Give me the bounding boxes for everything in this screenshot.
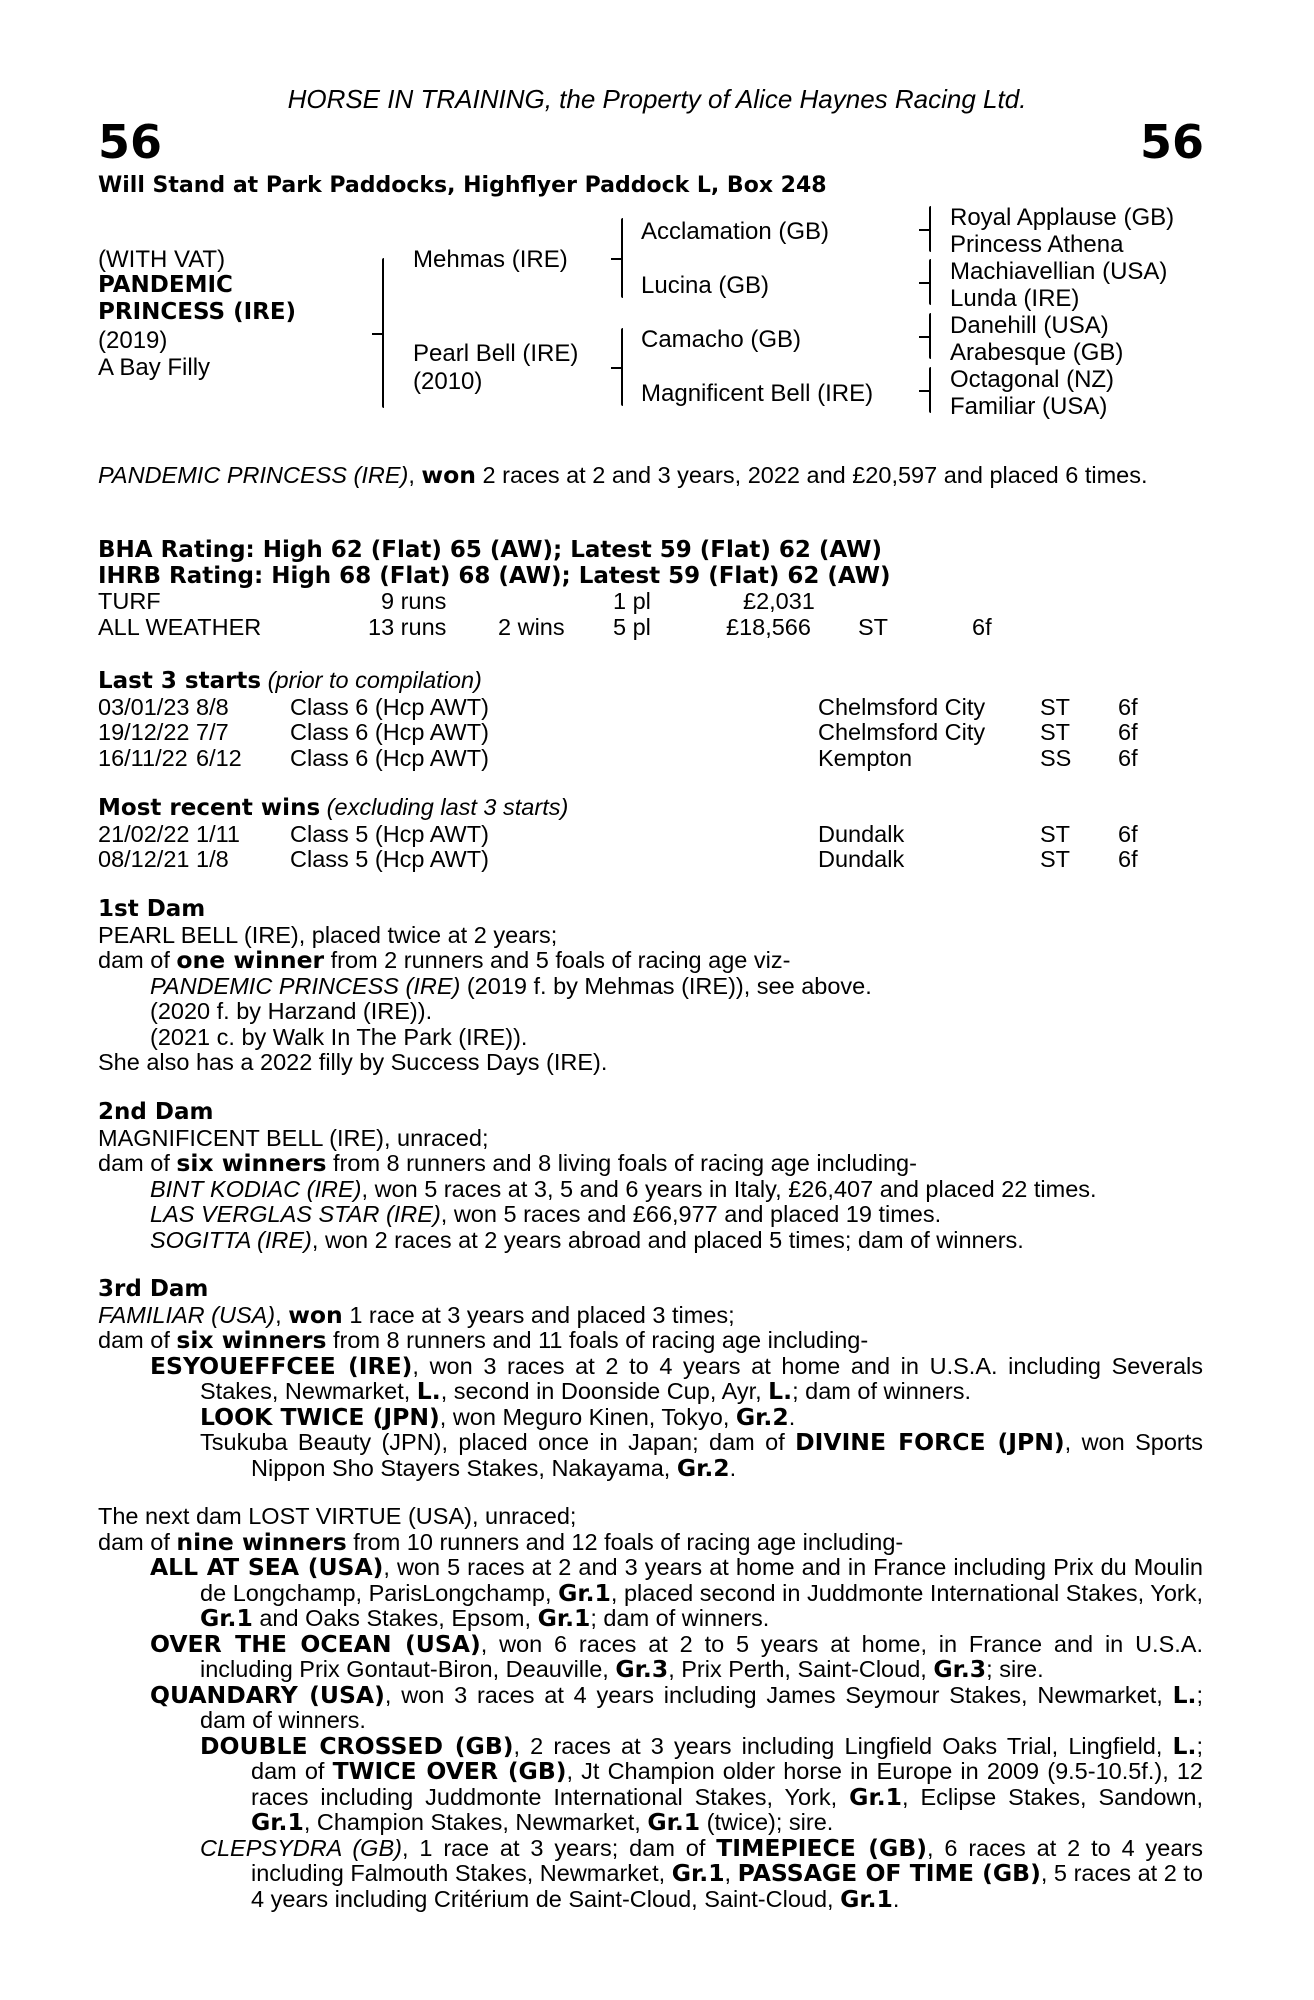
gen4-ancestor: Lunda (IRE) [950, 285, 1080, 312]
first-dam-heading: 1st Dam [98, 896, 206, 922]
grade: Gr.3 [933, 1655, 987, 1683]
grandsire-dam: Camacho (GB) [641, 326, 802, 353]
text-span: , won 5 races and £66,977 and placed 19 times. [440, 1201, 942, 1227]
progeny-name: PANDEMIC PRINCESS (IRE) [150, 972, 461, 999]
text-span: (twice); sire. [700, 1809, 834, 1835]
progeny-line: (2021 c. by Walk In The Park (IRE)). [150, 1023, 528, 1050]
aw-wins: 2 wins [498, 613, 565, 640]
race-row [98, 695, 1203, 721]
last-starts-note: (prior to compilation) [267, 667, 482, 693]
third-dam-heading: 3rd Dam [98, 1276, 209, 1302]
progeny-name: ALL AT SEA (USA) [150, 1553, 384, 1581]
ratings-block [98, 538, 1203, 640]
recent-wins-note: (excluding last 3 starts) [326, 794, 569, 820]
horse-description: A Bay Filly [98, 354, 211, 381]
horse-name-line1: PANDEMIC [98, 272, 233, 298]
last-starts-heading: Last 3 starts [98, 668, 262, 694]
progeny-name: LAS VERGLAS STAR (IRE) [150, 1201, 441, 1227]
text-span: ; dam of winners. [590, 1605, 770, 1631]
race-row [98, 746, 1203, 772]
race-date: 03/01/23 [98, 693, 190, 720]
progeny-name: TIMEPIECE (GB) [716, 1833, 927, 1862]
text-span: , [724, 1860, 738, 1886]
race-distance: 6f [1118, 744, 1138, 771]
grade: Gr.1 [251, 1808, 304, 1836]
text-span: , second in Doonside Cup, Ayr, [440, 1378, 769, 1404]
race-class: Class 5 (Hcp AWT) [290, 846, 489, 872]
text-span: , Eclipse Stakes, Sandown, [901, 1783, 1204, 1810]
text-span: , won 6 races at 2 to 5 years at home, in France and in U.S.A. including Prix Gontaut-Biron, Deauville, [200, 1630, 1203, 1682]
second-dam-heading: 2nd Dam [98, 1099, 214, 1125]
progeny-name: LOOK TWICE (JPN) [200, 1402, 440, 1431]
first-dam-note: She also has a 2022 filly by Success Days (IRE). [98, 1049, 608, 1075]
granddam-sire: Lucina (GB) [641, 272, 770, 299]
text-span: 1 race at 3 years and placed 3 times; [342, 1301, 735, 1328]
winner-count: six winners [176, 1149, 327, 1177]
winner-count: six winners [176, 1326, 327, 1354]
second-dam-line: MAGNIFICENT BELL (IRE), unraced; [98, 1124, 489, 1151]
race-position: 1/11 [196, 820, 240, 847]
text-span: ; dam of [251, 1732, 1203, 1784]
pedigree-brace [929, 206, 931, 252]
recent-wins [98, 795, 1203, 873]
first-dam-section [98, 897, 1203, 1076]
race-distance: 6f [1118, 693, 1138, 720]
granddam-dam: Magnificent Bell (IRE) [641, 380, 874, 407]
grade: Gr.1 [200, 1604, 253, 1632]
stand-location: Will Stand at Park Paddocks, Highflyer Paddock L, Box 248 [98, 173, 827, 198]
grade: Gr.1 [537, 1604, 591, 1632]
race-date: 16/11/22 [98, 744, 188, 771]
race-date: 21/02/22 [98, 820, 190, 847]
turf-runs: 9 runs [381, 588, 447, 614]
aw-record [98, 615, 1203, 641]
second-dam-section [98, 1100, 1203, 1253]
text-span: , won 5 races at 3, 5 and 6 years in Italy, £26,407 and placed 22 times. [361, 1175, 1097, 1202]
race-position: 1/8 [196, 846, 229, 872]
summary-text: 2 races at 2 and 3 years, 2022 and £20,597 and placed 6 times. [475, 462, 1148, 488]
gen4-ancestor: Octagonal (NZ) [950, 366, 1115, 393]
gen4-ancestor: Machiavellian (USA) [950, 258, 1168, 285]
text-span: from 8 runners and 8 living foals of racing age including- [326, 1150, 917, 1176]
race-surface: ST [1040, 693, 1071, 720]
lot-number-left: 56 [98, 115, 163, 169]
pedigree-brace [929, 367, 931, 413]
dam-name: Pearl Bell (IRE) [413, 340, 579, 367]
text-span: , won 5 races at 2 and 3 years at home and in France including Prix du Moulin de Longchamp, ParisLongchamp, [200, 1554, 1203, 1606]
race-course: Chelmsford City [818, 719, 986, 745]
pedigree-brace [621, 328, 623, 406]
grade: Gr.1 [647, 1808, 701, 1836]
text-span: from 10 runners and 12 foals of racing age including- [346, 1528, 904, 1555]
sire-name: Mehmas (IRE) [413, 246, 568, 273]
grade: L. [1172, 1680, 1197, 1709]
race-distance: 6f [1118, 846, 1138, 872]
text-span: , won 3 races at 4 years including James Seymour Stakes, Newmarket, [384, 1681, 1173, 1708]
text-span: , [275, 1301, 289, 1328]
text-span: , placed second in Juddmonte International Stakes, York, [610, 1579, 1203, 1606]
grade: L. [768, 1377, 793, 1405]
race-surface: ST [1040, 719, 1071, 745]
gen4-ancestor: Arabesque (GB) [950, 339, 1124, 366]
turf-placed: 1 pl [613, 588, 651, 614]
race-row [98, 822, 1203, 848]
progeny-name: CLEPSYDRA (GB) [200, 1834, 402, 1861]
grandsire-sire: Acclamation (GB) [641, 218, 830, 245]
pedigree-brace [929, 313, 931, 359]
race-row [98, 720, 1203, 746]
pedigree-brace [382, 258, 384, 408]
progeny-name: ESYOUEFFCEE (IRE) [150, 1351, 413, 1380]
lot-number-right: 56 [1139, 115, 1204, 169]
text-span: and Oaks Stakes, Epsom, [252, 1605, 538, 1631]
text-span: , Champion Stakes, Newmarket, [303, 1809, 648, 1835]
race-course: Dundalk [818, 846, 905, 872]
gen4-ancestor: Royal Applause (GB) [950, 204, 1175, 231]
aw-surface: ST [858, 613, 889, 640]
ihrb-rating: IHRB Rating: High 68 (Flat) 68 (AW); Latest 59 (Flat) 62 (AW) [98, 562, 891, 589]
progeny-name: QUANDARY (USA) [150, 1680, 385, 1709]
text-span: (2019 f. by Mehmas (IRE)), see above. [460, 972, 872, 999]
horse-name: PANDEMIC PRINCESS (IRE) [98, 462, 409, 488]
gen4-ancestor: Danehill (USA) [950, 312, 1109, 339]
winner-count: nine winners [176, 1527, 347, 1556]
race-course: Chelmsford City [818, 693, 986, 720]
pedigree-brace [929, 259, 931, 305]
race-position: 8/8 [196, 693, 229, 720]
progeny-name: DIVINE FORCE (JPN) [795, 1428, 1065, 1456]
progeny-name: SOGITTA (IRE) [150, 1226, 312, 1253]
winner-count: one winner [176, 946, 325, 974]
grade: Gr.2 [735, 1402, 789, 1431]
aw-money: £18,566 [726, 613, 811, 640]
race-distance: 6f [1118, 820, 1138, 847]
turf-money: £2,031 [743, 588, 815, 614]
race-distance: 6f [1118, 719, 1138, 745]
text-span: ; sire. [986, 1656, 1044, 1682]
race-date: 19/12/22 [98, 719, 190, 745]
grade: Gr.1 [671, 1859, 725, 1887]
dam-year: (2010) [413, 368, 483, 395]
first-dam-line: PEARL BELL (IRE), placed twice at 2 years; [98, 921, 558, 948]
grade: L. [416, 1377, 441, 1405]
text-span: dam of [98, 1327, 177, 1353]
grade: Gr.1 [558, 1578, 611, 1607]
text-span: , won 3 races at 2 to 4 years at home and in U.S.A. including Severals Stakes, Newmarket, [200, 1352, 1203, 1404]
pedigree-brace [621, 218, 623, 298]
race-row [98, 847, 1203, 873]
text-span: Tsukuba Beauty (JPN), placed once in Japan; dam of [200, 1429, 796, 1455]
vat-note: (WITH VAT) [98, 246, 226, 273]
fourth-dam-line: The next dam LOST VIRTUE (USA), unraced; [98, 1503, 577, 1529]
text-span: , 2 races at 3 years including Lingfield Oaks Trial, Lingfield, [513, 1732, 1173, 1759]
text-span: ; dam of winners. [200, 1681, 1203, 1733]
turf-record [98, 589, 1203, 615]
won-label: won [288, 1300, 343, 1329]
aw-placed: 5 pl [613, 613, 651, 640]
race-class: Class 6 (Hcp AWT) [290, 693, 489, 720]
text-span: . [788, 1403, 796, 1430]
gen4-ancestor: Familiar (USA) [950, 393, 1108, 420]
third-dam-name: FAMILIAR (USA) [98, 1301, 276, 1328]
progeny-name: TWICE OVER (GB) [332, 1757, 567, 1785]
text-span: , won Sports Nippon Sho Stayers Stakes, Nakayama, [251, 1429, 1203, 1481]
text-span: from 2 runners and 5 foals of racing age viz- [324, 947, 791, 973]
recent-wins-heading: Most recent wins [98, 795, 321, 821]
horse-year: (2019) [98, 327, 168, 354]
text-span: , won Meguro Kinen, Tokyo, [439, 1403, 736, 1430]
aw-label: ALL WEATHER [98, 613, 262, 640]
grade: Gr.1 [840, 1884, 893, 1913]
text-span: , Jt Champion older horse in Europe in 2009 (9.5-10.5f.), 12 races including Juddmonte International Stakes, York, [251, 1758, 1203, 1810]
aw-runs: 13 runs [368, 613, 447, 640]
progeny-name: DOUBLE CROSSED (GB) [200, 1731, 514, 1760]
progeny-name: OVER THE OCEAN (USA) [150, 1629, 481, 1658]
bha-rating: BHA Rating: High 62 (Flat) 65 (AW); Latest 59 (Flat) 62 (AW) [98, 537, 883, 563]
text-span: , 6 races at 2 to 4 years including Falmouth Stakes, Newmarket, [251, 1834, 1203, 1886]
grade: Gr.3 [615, 1655, 669, 1683]
grade: L. [1172, 1731, 1197, 1760]
horse-name-line2: PRINCESS (IRE) [98, 299, 297, 325]
text-span: , won 2 races at 2 years abroad and placed 5 times; dam of winners. [311, 1226, 1024, 1253]
won-label: won [421, 461, 476, 489]
text-span: ; dam of winners. [792, 1378, 972, 1404]
aw-distance: 6f [972, 613, 992, 640]
grade: Gr.2 [676, 1453, 730, 1482]
race-position: 6/12 [196, 744, 242, 771]
race-summary: PANDEMIC PRINCESS (IRE), won 2 races at 2 and 3 years, 2022 and £20,597 and placed 6 times. [98, 461, 1148, 489]
race-surface: ST [1040, 846, 1071, 872]
text-span: . [729, 1454, 737, 1481]
text-span: dam of [98, 1150, 177, 1176]
page-header-title: HORSE IN TRAINING, the Property of Alice Haynes Racing Ltd. [287, 84, 1027, 114]
grade: Gr.1 [849, 1782, 902, 1811]
text-span: dam of [98, 1528, 177, 1555]
gen4-ancestor: Princess Athena [950, 231, 1124, 258]
race-surface: ST [1040, 820, 1071, 847]
text-span: , 5 races at 2 to 4 years including Critérium de Saint-Cloud, Saint-Cloud, [251, 1860, 1204, 1912]
text-span: from 8 runners and 11 foals of racing age including- [326, 1327, 869, 1353]
progeny-name: BINT KODIAC (IRE) [150, 1175, 362, 1202]
third-dam-section [98, 1277, 1203, 1481]
race-position: 7/7 [196, 719, 229, 745]
last-3-starts [98, 668, 1203, 771]
turf-label: TURF [98, 588, 161, 614]
race-class: Class 6 (Hcp AWT) [290, 744, 489, 771]
race-surface: SS [1040, 744, 1072, 771]
race-class: Class 5 (Hcp AWT) [290, 820, 489, 847]
text-span: , Prix Perth, Saint-Cloud, [668, 1656, 934, 1682]
text-span: dam of [98, 947, 177, 973]
progeny-name: PASSAGE OF TIME (GB) [737, 1859, 1041, 1887]
fourth-dam-section [98, 1504, 1203, 1912]
text-span: . [892, 1885, 900, 1912]
race-course: Dundalk [818, 820, 905, 847]
race-date: 08/12/21 [98, 846, 190, 872]
race-course: Kempton [818, 744, 913, 771]
race-class: Class 6 (Hcp AWT) [290, 719, 489, 745]
text-span: , 1 race at 3 years; dam of [401, 1834, 717, 1861]
progeny-line: (2020 f. by Harzand (IRE)). [150, 998, 433, 1024]
